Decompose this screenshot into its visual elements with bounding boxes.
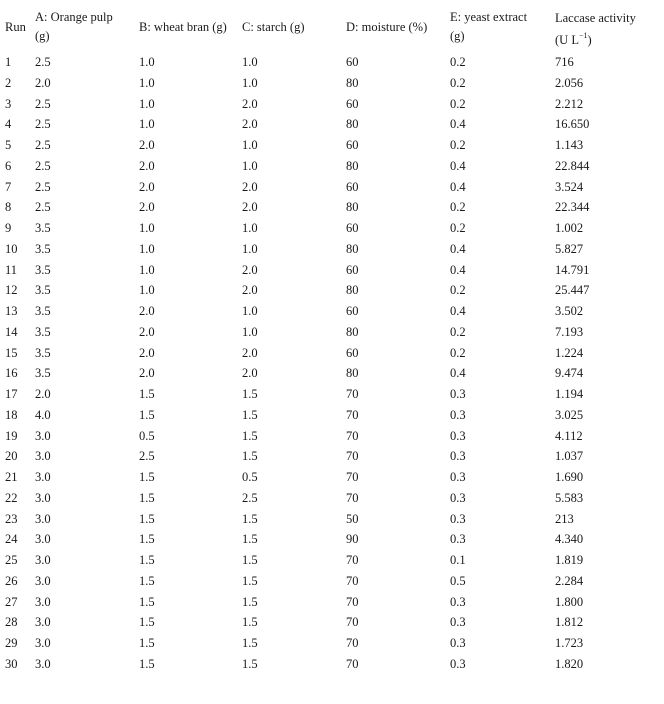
- wheat-bran-cell: 0.5: [139, 428, 155, 443]
- moisture-cell: 70: [346, 636, 359, 650]
- moisture-cell: 70: [346, 615, 359, 630]
- run-cell: 3: [5, 96, 12, 111]
- table-row: [0, 301, 664, 321]
- moisture-cell: 70: [346, 490, 359, 505]
- wheat-bran-cell: 2.0: [139, 304, 155, 318]
- table-row: [0, 405, 664, 425]
- starch-cell: 2.0: [242, 96, 258, 111]
- orange-pulp-cell: 3.5: [35, 221, 51, 235]
- laccase-activity-cell: 14.791: [555, 262, 590, 277]
- orange-pulp-cell: 2.0: [35, 387, 51, 401]
- table-row: [0, 529, 664, 549]
- starch-cell: 1.0: [242, 138, 258, 152]
- run-cell: 20: [5, 449, 18, 464]
- moisture-cell: 60: [346, 55, 359, 69]
- wheat-bran-cell: 1.5: [139, 615, 155, 630]
- table-row: [0, 114, 664, 134]
- laccase-activity-cell: 22.844: [555, 158, 590, 173]
- wheat-bran-cell: 1.5: [139, 656, 155, 671]
- wheat-bran-cell: 1.5: [139, 490, 155, 505]
- run-cell: 17: [5, 387, 18, 401]
- header-orange-pulp: [35, 8, 113, 46]
- orange-pulp-cell: 3.0: [35, 511, 51, 526]
- yeast-extract-cell: 0.3: [450, 656, 466, 671]
- header-moisture-label: D: moisture (%): [346, 20, 428, 34]
- run-cell: 6: [5, 158, 12, 173]
- starch-cell: 1.5: [242, 449, 258, 464]
- laccase-activity-cell: 5.583: [555, 490, 584, 505]
- moisture-cell: 80: [346, 158, 359, 173]
- table-row: [0, 654, 664, 674]
- moisture-cell: 80: [346, 366, 359, 381]
- starch-cell: 1.0: [242, 241, 258, 256]
- starch-cell: 1.0: [242, 55, 258, 69]
- starch-cell: 1.5: [242, 428, 258, 443]
- run-cell: 1: [5, 55, 12, 69]
- table-row: [0, 488, 664, 508]
- moisture-cell: 80: [346, 324, 359, 339]
- wheat-bran-cell: 1.5: [139, 636, 155, 650]
- orange-pulp-cell: 2.5: [35, 200, 51, 215]
- starch-cell: 1.0: [242, 158, 258, 173]
- run-cell: 19: [5, 428, 18, 443]
- moisture-cell: 70: [346, 470, 359, 484]
- run-cell: 18: [5, 407, 18, 422]
- yeast-extract-cell: 0.3: [450, 636, 466, 650]
- moisture-cell: 70: [346, 387, 359, 401]
- moisture-cell: 60: [346, 138, 359, 152]
- yeast-extract-cell: 0.4: [450, 262, 466, 277]
- orange-pulp-cell: 3.5: [35, 345, 51, 360]
- orange-pulp-cell: 3.0: [35, 573, 51, 588]
- header-run-label: Run: [5, 20, 26, 34]
- header-laccase-activity: [555, 7, 636, 51]
- run-cell: 30: [5, 656, 18, 671]
- moisture-cell: 70: [346, 428, 359, 443]
- laccase-activity-cell: 5.827: [555, 241, 584, 256]
- laccase-activity-cell: 213: [555, 511, 574, 526]
- orange-pulp-cell: 3.0: [35, 636, 51, 650]
- laccase-activity-cell: 1.037: [555, 449, 584, 464]
- orange-pulp-cell: 3.5: [35, 241, 51, 256]
- yeast-extract-cell: 0.3: [450, 511, 466, 526]
- header-laccase-line1: Laccase activity: [555, 11, 636, 25]
- laccase-activity-cell: 1.812: [555, 615, 584, 630]
- starch-cell: 1.0: [242, 75, 258, 90]
- starch-cell: 2.0: [242, 262, 258, 277]
- wheat-bran-cell: 1.5: [139, 532, 155, 547]
- starch-cell: 2.0: [242, 200, 258, 215]
- starch-cell: 1.5: [242, 656, 258, 671]
- wheat-bran-cell: 1.5: [139, 407, 155, 422]
- header-run: [5, 18, 26, 37]
- run-cell: 9: [5, 221, 12, 235]
- laccase-activity-cell: 22.344: [555, 200, 590, 215]
- wheat-bran-cell: 2.0: [139, 158, 155, 173]
- moisture-cell: 80: [346, 241, 359, 256]
- header-orange-pulp-line2: (g): [35, 29, 50, 43]
- laccase-activity-cell: 3.025: [555, 407, 584, 422]
- starch-cell: 1.5: [242, 387, 258, 401]
- table-row: [0, 322, 664, 342]
- starch-cell: 1.5: [242, 407, 258, 422]
- orange-pulp-cell: 3.5: [35, 304, 51, 318]
- orange-pulp-cell: 3.0: [35, 594, 51, 609]
- run-cell: 7: [5, 179, 12, 194]
- moisture-cell: 60: [346, 179, 359, 194]
- wheat-bran-cell: 2.5: [139, 449, 155, 464]
- laccase-activity-cell: 2.284: [555, 573, 584, 588]
- header-starch-label: C: starch (g): [242, 20, 305, 34]
- laccase-activity-cell: 7.193: [555, 324, 584, 339]
- orange-pulp-cell: 3.5: [35, 366, 51, 381]
- yeast-extract-cell: 0.4: [450, 117, 466, 132]
- run-cell: 28: [5, 615, 18, 630]
- table-row: [0, 363, 664, 383]
- yeast-extract-cell: 0.4: [450, 179, 466, 194]
- laccase-activity-cell: 1.723: [555, 636, 584, 650]
- laccase-activity-cell: 1.820: [555, 656, 584, 671]
- laccase-activity-cell: 2.212: [555, 96, 584, 111]
- yeast-extract-cell: 0.5: [450, 573, 466, 588]
- run-cell: 23: [5, 511, 18, 526]
- table-row: [0, 197, 664, 217]
- orange-pulp-cell: 2.5: [35, 138, 51, 152]
- run-cell: 22: [5, 490, 18, 505]
- yeast-extract-cell: 0.2: [450, 75, 466, 90]
- run-cell: 13: [5, 304, 18, 318]
- unit-exponent: −1: [578, 31, 588, 40]
- starch-cell: 2.5: [242, 490, 258, 505]
- moisture-cell: 80: [346, 200, 359, 215]
- run-cell: 29: [5, 636, 18, 650]
- table-row: [0, 384, 664, 404]
- moisture-cell: 70: [346, 594, 359, 609]
- starch-cell: 1.5: [242, 636, 258, 650]
- yeast-extract-cell: 0.4: [450, 158, 466, 173]
- table-row: [0, 550, 664, 570]
- laccase-activity-cell: 1.194: [555, 387, 584, 401]
- starch-cell: 1.5: [242, 532, 258, 547]
- moisture-cell: 60: [346, 96, 359, 111]
- table-row: [0, 52, 664, 72]
- table-row: [0, 260, 664, 280]
- table-row: [0, 467, 664, 487]
- table-row: [0, 156, 664, 176]
- header-wheat-bran: [139, 18, 227, 37]
- table-row: [0, 239, 664, 259]
- laccase-activity-cell: 1.143: [555, 138, 584, 152]
- starch-cell: 1.5: [242, 573, 258, 588]
- run-cell: 24: [5, 532, 18, 547]
- wheat-bran-cell: 1.0: [139, 221, 155, 235]
- wheat-bran-cell: 2.0: [139, 345, 155, 360]
- moisture-cell: 60: [346, 262, 359, 277]
- orange-pulp-cell: 3.0: [35, 449, 51, 464]
- run-cell: 4: [5, 117, 12, 132]
- yeast-extract-cell: 0.1: [450, 553, 466, 567]
- yeast-extract-cell: 0.2: [450, 96, 466, 111]
- moisture-cell: 50: [346, 511, 359, 526]
- wheat-bran-cell: 1.0: [139, 283, 155, 298]
- moisture-cell: 80: [346, 283, 359, 298]
- orange-pulp-cell: 2.0: [35, 75, 51, 90]
- yeast-extract-cell: 0.3: [450, 594, 466, 609]
- table-row: [0, 446, 664, 466]
- yeast-extract-cell: 0.3: [450, 470, 466, 484]
- moisture-cell: 80: [346, 75, 359, 90]
- yeast-extract-cell: 0.2: [450, 55, 466, 69]
- run-cell: 11: [5, 262, 18, 277]
- wheat-bran-cell: 2.0: [139, 179, 155, 194]
- run-cell: 5: [5, 138, 12, 152]
- starch-cell: 1.5: [242, 594, 258, 609]
- wheat-bran-cell: 1.5: [139, 511, 155, 526]
- yeast-extract-cell: 0.3: [450, 387, 466, 401]
- orange-pulp-cell: 3.5: [35, 324, 51, 339]
- wheat-bran-cell: 1.5: [139, 470, 155, 484]
- starch-cell: 1.0: [242, 324, 258, 339]
- moisture-cell: 60: [346, 221, 359, 235]
- orange-pulp-cell: 3.0: [35, 490, 51, 505]
- table-row: [0, 280, 664, 300]
- orange-pulp-cell: 2.5: [35, 158, 51, 173]
- table-row: [0, 343, 664, 363]
- run-cell: 26: [5, 573, 18, 588]
- table-row: [0, 94, 664, 114]
- starch-cell: 2.0: [242, 117, 258, 132]
- yeast-extract-cell: 0.2: [450, 345, 466, 360]
- run-cell: 2: [5, 75, 12, 90]
- laccase-activity-cell: 25.447: [555, 283, 590, 298]
- yeast-extract-cell: 0.3: [450, 449, 466, 464]
- starch-cell: 1.0: [242, 221, 258, 235]
- run-cell: 8: [5, 200, 12, 215]
- header-yeast-extract-line1: E: yeast extract: [450, 10, 528, 24]
- table-row: [0, 633, 664, 653]
- laccase-activity-cell: 3.502: [555, 304, 584, 318]
- orange-pulp-cell: 4.0: [35, 407, 51, 422]
- wheat-bran-cell: 1.0: [139, 117, 155, 132]
- laccase-activity-cell: 9.474: [555, 366, 584, 381]
- yeast-extract-cell: 0.2: [450, 138, 466, 152]
- table-row: [0, 592, 664, 612]
- orange-pulp-cell: 3.0: [35, 656, 51, 671]
- run-cell: 25: [5, 553, 18, 567]
- orange-pulp-cell: 2.5: [35, 179, 51, 194]
- laccase-activity-cell: 16.650: [555, 117, 590, 132]
- moisture-cell: 80: [346, 117, 359, 132]
- wheat-bran-cell: 2.0: [139, 324, 155, 339]
- laccase-activity-cell: 716: [555, 55, 574, 69]
- table-row: [0, 612, 664, 632]
- unit-close: ): [587, 33, 592, 47]
- run-cell: 27: [5, 594, 18, 609]
- yeast-extract-cell: 0.2: [450, 324, 466, 339]
- header-yeast-extract: [450, 8, 527, 46]
- wheat-bran-cell: 1.5: [139, 594, 155, 609]
- laccase-activity-cell: 4.340: [555, 532, 584, 547]
- laccase-activity-cell: 1.224: [555, 345, 584, 360]
- starch-cell: 1.0: [242, 304, 258, 318]
- starch-cell: 0.5: [242, 470, 258, 484]
- yeast-extract-cell: 0.3: [450, 428, 466, 443]
- header-starch: [242, 18, 304, 37]
- yeast-extract-cell: 0.4: [450, 304, 466, 318]
- wheat-bran-cell: 2.0: [139, 366, 155, 381]
- moisture-cell: 70: [346, 573, 359, 588]
- moisture-cell: 90: [346, 532, 359, 547]
- header-laccase-unit: [555, 29, 636, 51]
- yeast-extract-cell: 0.2: [450, 283, 466, 298]
- orange-pulp-cell: 3.0: [35, 428, 51, 443]
- table-row: [0, 73, 664, 93]
- starch-cell: 2.0: [242, 345, 258, 360]
- header-moisture: [346, 18, 427, 37]
- moisture-cell: 70: [346, 656, 359, 671]
- table-row: [0, 571, 664, 591]
- orange-pulp-cell: 3.0: [35, 470, 51, 484]
- moisture-cell: 70: [346, 553, 359, 567]
- yeast-extract-cell: 0.3: [450, 615, 466, 630]
- unit-base: (U L: [555, 33, 579, 47]
- yeast-extract-cell: 0.3: [450, 407, 466, 422]
- starch-cell: 1.5: [242, 615, 258, 630]
- run-cell: 10: [5, 241, 18, 256]
- run-cell: 14: [5, 324, 18, 339]
- moisture-cell: 70: [346, 449, 359, 464]
- laccase-activity-cell: 2.056: [555, 75, 584, 90]
- laccase-activity-cell: 3.524: [555, 179, 584, 194]
- table-row: [0, 426, 664, 446]
- orange-pulp-cell: 2.5: [35, 55, 51, 69]
- starch-cell: 2.0: [242, 179, 258, 194]
- wheat-bran-cell: 1.5: [139, 387, 155, 401]
- moisture-cell: 60: [346, 304, 359, 318]
- orange-pulp-cell: 3.5: [35, 283, 51, 298]
- orange-pulp-cell: 3.0: [35, 615, 51, 630]
- yeast-extract-cell: 0.2: [450, 221, 466, 235]
- wheat-bran-cell: 1.0: [139, 75, 155, 90]
- yeast-extract-cell: 0.4: [450, 241, 466, 256]
- laccase-activity-cell: 4.112: [555, 428, 583, 443]
- laccase-activity-cell: 1.002: [555, 221, 584, 235]
- starch-cell: 1.5: [242, 511, 258, 526]
- header-yeast-extract-line2: (g): [450, 29, 465, 43]
- table-row: [0, 509, 664, 529]
- yeast-extract-cell: 0.3: [450, 490, 466, 505]
- run-cell: 12: [5, 283, 18, 298]
- wheat-bran-cell: 1.0: [139, 55, 155, 69]
- starch-cell: 1.5: [242, 553, 258, 567]
- header-wheat-bran-label: B: wheat bran (g): [139, 20, 227, 34]
- wheat-bran-cell: 1.0: [139, 241, 155, 256]
- orange-pulp-cell: 3.0: [35, 532, 51, 547]
- orange-pulp-cell: 3.5: [35, 262, 51, 277]
- orange-pulp-cell: 3.0: [35, 553, 51, 567]
- run-cell: 15: [5, 345, 18, 360]
- run-cell: 16: [5, 366, 18, 381]
- laccase-activity-cell: 1.819: [555, 553, 584, 567]
- wheat-bran-cell: 1.0: [139, 262, 155, 277]
- run-cell: 21: [5, 470, 18, 484]
- laccase-activity-cell: 1.800: [555, 594, 584, 609]
- wheat-bran-cell: 1.0: [139, 96, 155, 111]
- table-row: [0, 135, 664, 155]
- yeast-extract-cell: 0.4: [450, 366, 466, 381]
- wheat-bran-cell: 2.0: [139, 138, 155, 152]
- header-orange-pulp-line1: A: Orange pulp: [35, 10, 113, 24]
- wheat-bran-cell: 1.5: [139, 553, 155, 567]
- starch-cell: 2.0: [242, 366, 258, 381]
- orange-pulp-cell: 2.5: [35, 96, 51, 111]
- laccase-activity-cell: 1.690: [555, 470, 584, 484]
- wheat-bran-cell: 1.5: [139, 573, 155, 588]
- orange-pulp-cell: 2.5: [35, 117, 51, 132]
- yeast-extract-cell: 0.2: [450, 200, 466, 215]
- moisture-cell: 70: [346, 407, 359, 422]
- starch-cell: 2.0: [242, 283, 258, 298]
- moisture-cell: 60: [346, 345, 359, 360]
- table-row: [0, 177, 664, 197]
- yeast-extract-cell: 0.3: [450, 532, 466, 547]
- table-row: [0, 218, 664, 238]
- wheat-bran-cell: 2.0: [139, 200, 155, 215]
